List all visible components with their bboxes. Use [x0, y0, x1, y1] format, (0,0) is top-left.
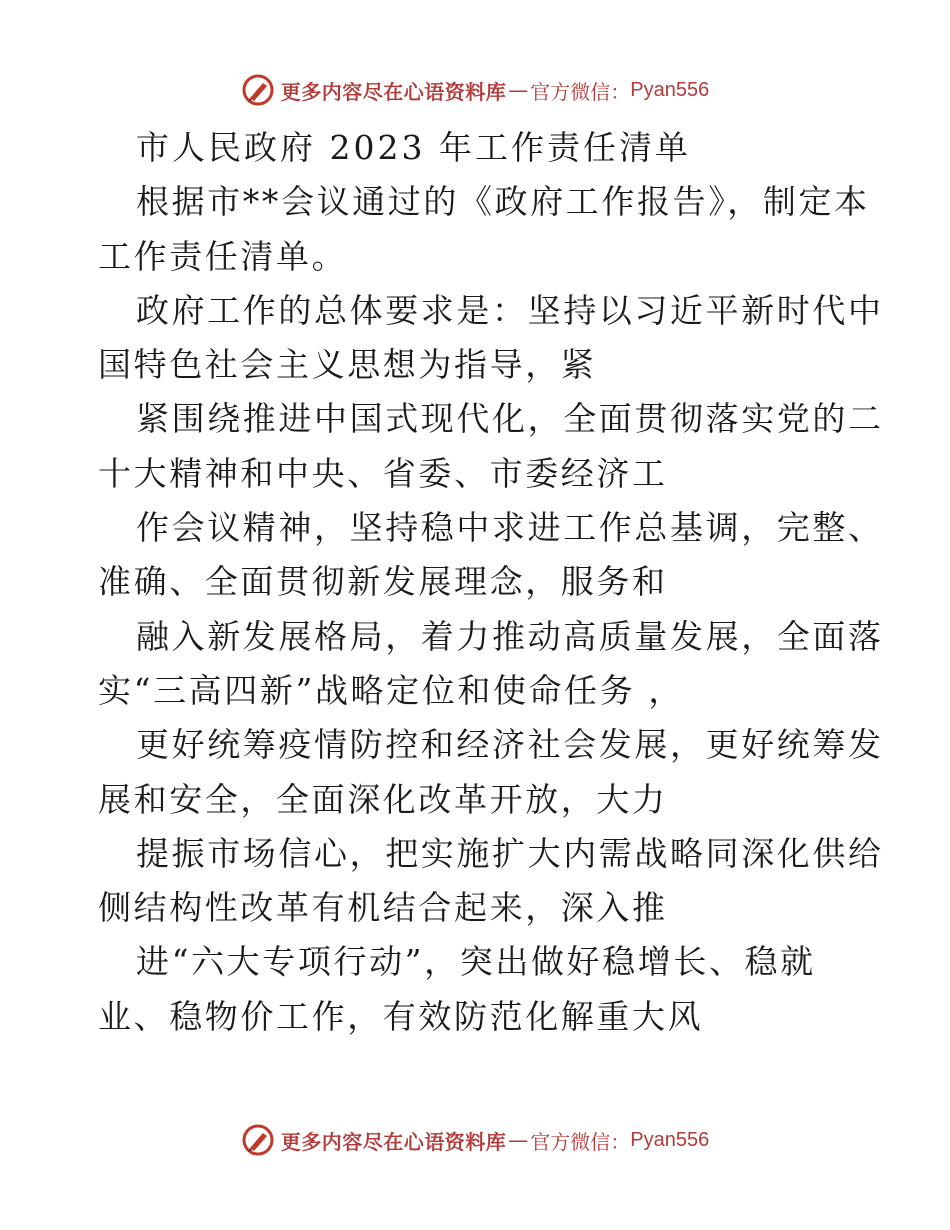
watermark-dash: — [508, 78, 529, 102]
text-line: 作会议精神，坚持稳中求进工作总基调，完整、 [136, 508, 884, 548]
text-line: 提振市场信心，把实施扩大内需战略同深化供给 [136, 833, 884, 873]
text-line: 展和安全，全面深化改革开放，大力 [98, 779, 668, 819]
text-line: 工作责任清单。 [98, 236, 348, 276]
text-line: 实“三高四新”战略定位和使命任务 ， [98, 670, 685, 710]
text-line: 紧围绕推进中国式现代化，全面贯彻落实党的二 [136, 399, 884, 439]
watermark-slogan: 更多内容尽在心语资料库 [280, 79, 507, 104]
text-line: 融入新发展格局，着力推动高质量发展，全面落 [136, 616, 884, 656]
text-line: 进“六大专项行动”，突出做好稳增长、稳就 [136, 942, 816, 982]
text-line: 更好统筹疫情防控和经济社会发展，更好统筹发 [136, 725, 884, 765]
text-line: 十大精神和中央、省委、市委经济工 [98, 453, 668, 493]
document-title: 市人民政府 2023 年工作责任清单 [136, 128, 691, 167]
pen-logo-icon [241, 1123, 275, 1157]
header-watermark [0, 70, 950, 110]
watermark-slogan: 更多内容尽在心语资料库 [280, 1129, 507, 1154]
pen-logo-icon [241, 73, 275, 107]
watermark-official-label: 官方微信： [530, 1129, 631, 1154]
watermark-wechat-id: Pyan556 [630, 78, 710, 101]
watermark-wechat-id: Pyan556 [630, 1128, 710, 1151]
text-line: 业、稳物价工作，有效防范化解重大风 [98, 996, 704, 1036]
text-line: 政府工作的总体要求是：坚持以习近平新时代中 [136, 290, 884, 330]
text-line: 根据市**会议通过的《政府工作报告》，制定本 [136, 182, 870, 222]
document-body [98, 121, 884, 1044]
footer-watermark [0, 1120, 950, 1160]
text-line: 侧结构性改革有机结合起来，深入推 [98, 888, 668, 928]
watermark-dash: — [508, 1128, 529, 1152]
text-line: 国特色社会主义思想为指导，紧 [98, 345, 597, 385]
watermark-official-label: 官方微信： [530, 79, 631, 104]
text-line: 准确、全面贯彻新发展理念，服务和 [98, 562, 668, 602]
